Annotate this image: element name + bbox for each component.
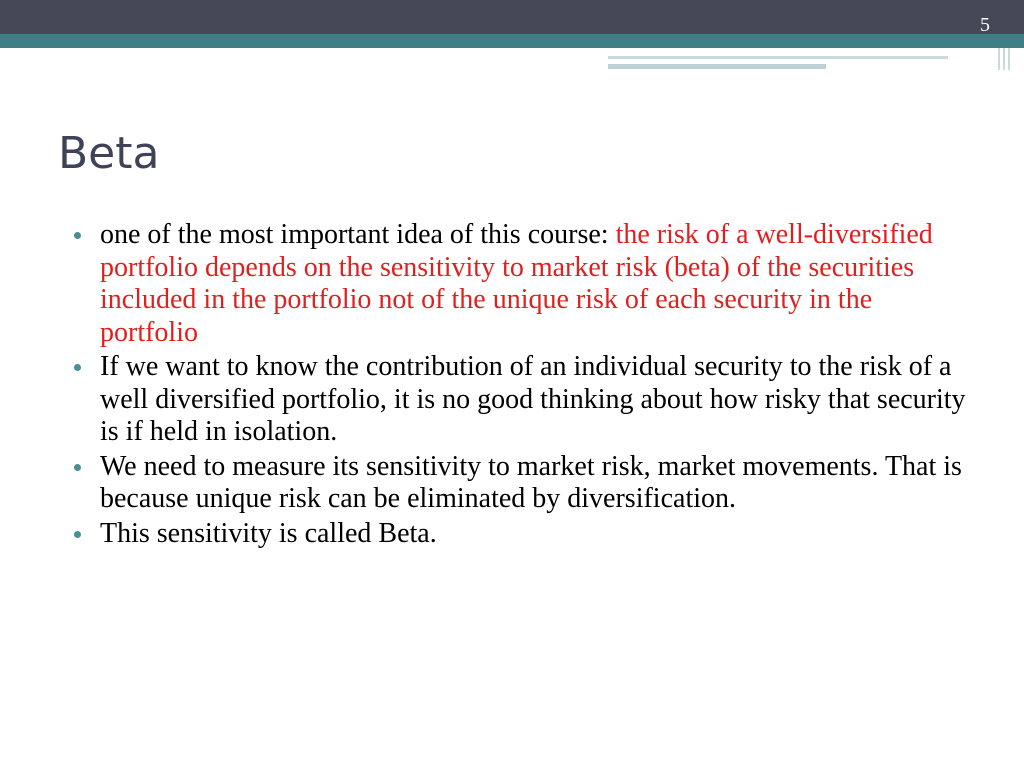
slide-number: 5 (980, 14, 990, 36)
bullet-item (72, 451, 972, 516)
bullet-text: If we want to know the contribution of an individual security to the risk of a well diversified portfolio, it is no good thinking about how risky that security is if held in isolation. (100, 351, 966, 447)
teal-band (0, 34, 1024, 48)
accent-stroke-middle (1003, 48, 1005, 70)
bullet-text: We need to measure its sensitivity to market risk, market movements. That is because unique risk can be eliminated by diversification. (100, 450, 962, 514)
bullet-item (72, 351, 972, 449)
bullet-list (72, 219, 972, 552)
bullet-text: This sensitivity is called Beta. (100, 517, 437, 549)
bullet-item (72, 219, 972, 349)
bullet-text: one of the most important idea of this course: (100, 219, 616, 250)
bullet-dot-icon (74, 232, 81, 239)
bullet-dot-icon (74, 531, 81, 538)
header-bar (0, 0, 1024, 34)
slide-title: Beta (58, 128, 160, 179)
accent-stroke-right (1008, 48, 1010, 70)
bullet-dot-icon (74, 464, 81, 471)
bullet-highlight-text: the risk of a well-diversified portfolio depends on the sensitivity to market risk (beta) of the securities included in the portfolio not of the unique risk of each security in the portfolio (100, 219, 933, 348)
bullet-dot-icon (74, 364, 81, 371)
accent-line-upper (608, 56, 948, 59)
bullet-item (72, 518, 972, 551)
accent-line-lower (608, 64, 826, 69)
accent-stroke-left (998, 48, 1000, 70)
